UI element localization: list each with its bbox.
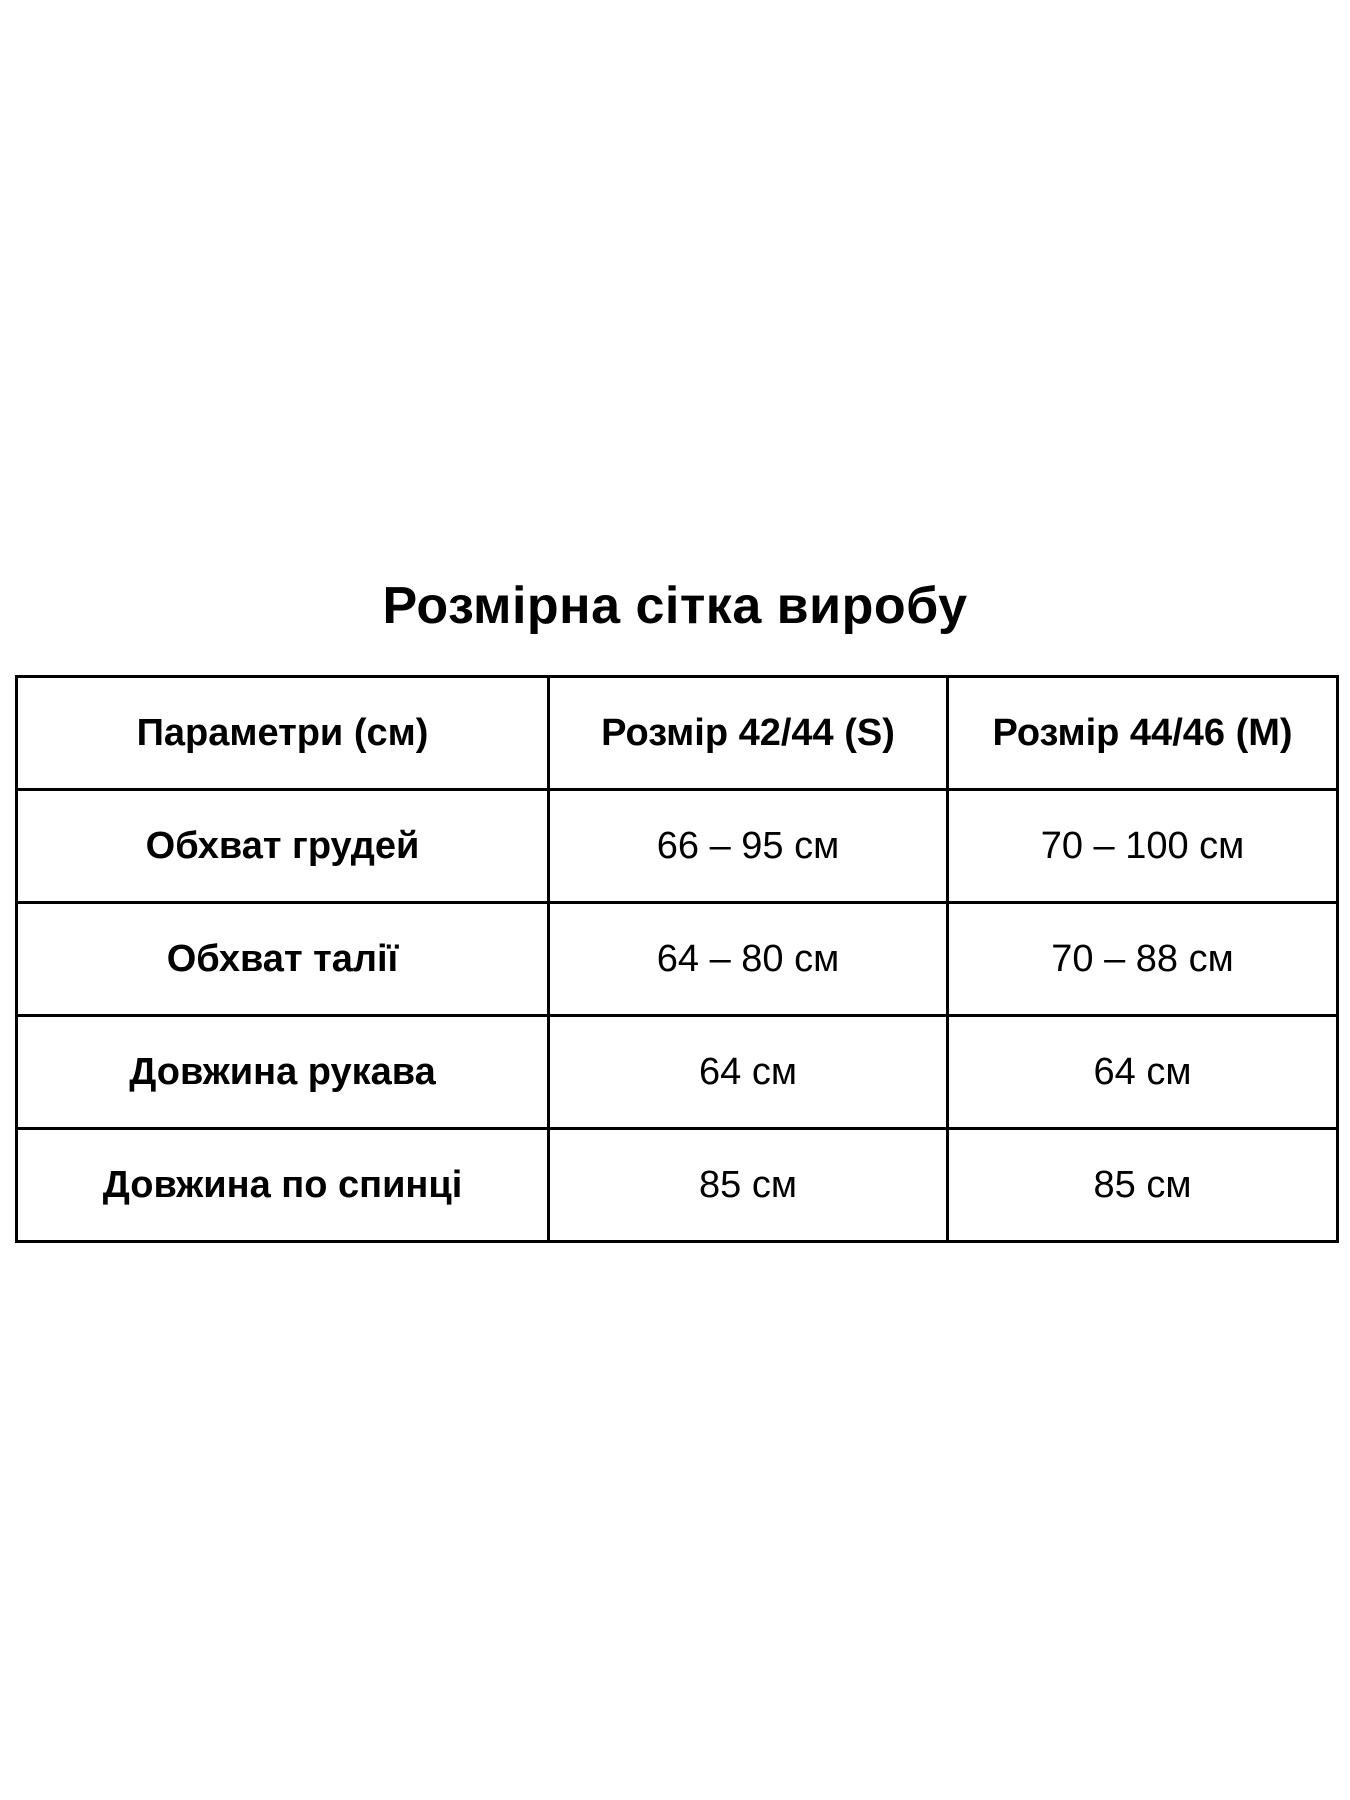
header-size-s: Розмір 42/44 (S): [549, 677, 948, 790]
row-value-m: 85 см: [948, 1129, 1338, 1242]
row-value-s: 64 см: [549, 1016, 948, 1129]
page-title: Розмірна сітка виробу: [382, 577, 968, 635]
row-value-m: 70 – 88 см: [948, 903, 1338, 1016]
size-chart-table: [15, 675, 1339, 1243]
row-value-m: 64 см: [948, 1016, 1338, 1129]
row-value-s: 66 – 95 см: [549, 790, 948, 903]
row-param-sleeve-length: Довжина рукава: [17, 1016, 549, 1129]
row-param-chest: Обхват грудей: [17, 790, 549, 903]
table-row: [17, 903, 1338, 1016]
table-header-row: [17, 677, 1338, 790]
header-size-m: Розмір 44/46 (M): [948, 677, 1338, 790]
row-value-s: 85 см: [549, 1129, 948, 1242]
table-row: [17, 1129, 1338, 1242]
row-param-back-length: Довжина по спинці: [17, 1129, 549, 1242]
header-parameters: Параметри (см): [17, 677, 549, 790]
row-value-s: 64 – 80 см: [549, 903, 948, 1016]
row-value-m: 70 – 100 см: [948, 790, 1338, 903]
table-row: [17, 790, 1338, 903]
row-param-waist: Обхват талії: [17, 903, 549, 1016]
table-row: [17, 1016, 1338, 1129]
